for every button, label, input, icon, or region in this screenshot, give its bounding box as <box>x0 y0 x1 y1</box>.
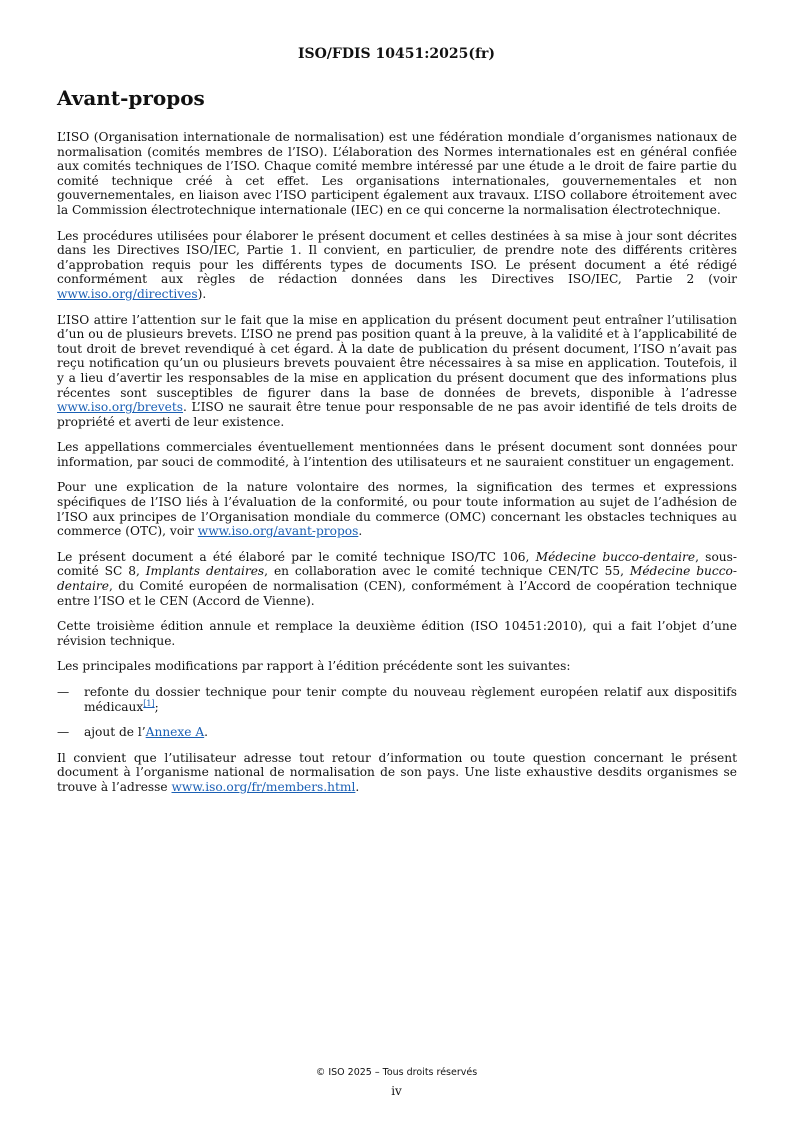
foreword-link[interactable]: www.iso.org/avant-propos <box>197 524 359 539</box>
paragraph-committee: Le présent document a été élaboré par le comité technique ISO/TC 106, Médecine bucco-dentaire, sous-comité SC 8, Implants dentaires, en collaboration avec le comité technique CEN/TC 55, Médecine bucco-dentaire, du Comité européen de normalisation (CEN), conformément à l’Accord de coopération technique entre l’ISO et le CEN (Accord de Vienne). <box>57 549 738 608</box>
reference-link[interactable]: [1] <box>143 698 155 708</box>
copyright-footer: © ISO 2025 – Tous droits réservés <box>315 1067 478 1078</box>
paragraph-procedures: Les procédures utilisées pour élaborer le présent document et celles destinées à sa mise à jour sont décrites dans les Directives ISO/IEC, Partie 1. Il convient, en particulier, de prendre note des différents critères d’approbation requis pour les différents types de documents ISO. Le présent document a été rédigé conformément aux règles de rédaction données dans les Directives ISO/IEC, Partie 2 (voir www.iso.org/directives). <box>57 228 737 301</box>
paragraph-patents: L’ISO attire l’attention sur le fait que la mise en application du présent document peut entraîner l’utilisation d’un ou de plusieurs brevets. L’ISO ne prend pas position quant à la preuve, à la validité et à l’applicabilité de tout droit de brevet revendiqué à cet égard. À la date de publication du présent document, l’ISO n’avait pas reçu notification qu’un ou plusieurs brevets pouvaient être nécessaires à sa mise en application. Toutefois, il y a lieu d’avertir les responsables de la mise en application du présent document que des informations plus récentes sont susceptibles de figurer dans la base de données de brevets, disponible à l’adresse www.iso.org/brevets. L’ISO ne saurait être tenue pour responsable de ne pas avoir identifié de tels droits de propriété et averti de leur existence. <box>57 312 737 429</box>
foreword-body <box>57 130 737 806</box>
members-link[interactable]: www.iso.org/fr/members.html <box>171 779 356 794</box>
list-dash: — <box>57 685 70 699</box>
list-dash: — <box>57 725 70 740</box>
directives-link[interactable]: www.iso.org/directives <box>57 286 198 301</box>
paragraph-iso-intro: L’ISO (Organisation internationale de normalisation) est une fédération mondiale d’organismes nationaux de normalisation (comités membres de l’ISO). L’élaboration des Normes internationales est en général confiée aux comités techniques de l’ISO. Chaque comité membre intéressé par une étude a le droit de faire partie du comité technique créé à cet effet. Les organisations internationales, gouvernementales et non gouvernementales, en liaison avec l’ISO participent également aux travaux. L’ISO collabore étroitement avec la Commission électrotechnique internationale (IEC) en ce qui concerne la normalisation électrotechnique. <box>57 130 737 217</box>
list-item: — refonte du dossier technique pour tenir compte du nouveau règlement européen relatif aux dispositifs médicaux[1]; <box>57 685 737 714</box>
document-id-header: ISO/FDIS 10451:2025(fr) <box>297 46 496 62</box>
list-item: — ajout de l’Annexe A. <box>57 725 209 740</box>
page-title: Avant-propos <box>57 86 205 110</box>
annex-a-link[interactable]: Annexe A <box>145 725 205 740</box>
paragraph-edition: Cette troisième édition annule et remplace la deuxième édition (ISO 10451:2010), qui a fait l’objet d’une révision technique. <box>57 619 737 648</box>
paragraph-trade-names: Les appellations commerciales éventuellement mentionnées dans le présent document sont données pour information, par souci de commodité, à l’intention des utilisateurs et ne sauraient constituer un engagement. <box>57 440 737 469</box>
paragraph-voluntary-nature: Pour une explication de la nature volontaire des normes, la signification des termes et expressions spécifiques de l’ISO liés à l’évaluation de la conformité, ou pour toute information au sujet de l’adhésion de l’ISO aux principes de l’Organisation mondiale du commerce (OMC) concernant les obstacles techniques au commerce (OTC), voir www.iso.org/avant-propos. <box>57 480 737 539</box>
paragraph-feedback: Il convient que l’utilisateur adresse tout retour d’information ou toute question concernant le présent document à l’organisme national de normalisation de son pays. Une liste exhaustive desdits organismes se trouve à l’adresse www.iso.org/fr/members.html. <box>57 750 737 794</box>
paragraph-changes-intro: Les principales modifications par rapport à l’édition précédente sont les suivantes: <box>57 659 571 674</box>
page-number: iv <box>391 1084 402 1098</box>
patents-link[interactable]: www.iso.org/brevets <box>57 400 184 415</box>
